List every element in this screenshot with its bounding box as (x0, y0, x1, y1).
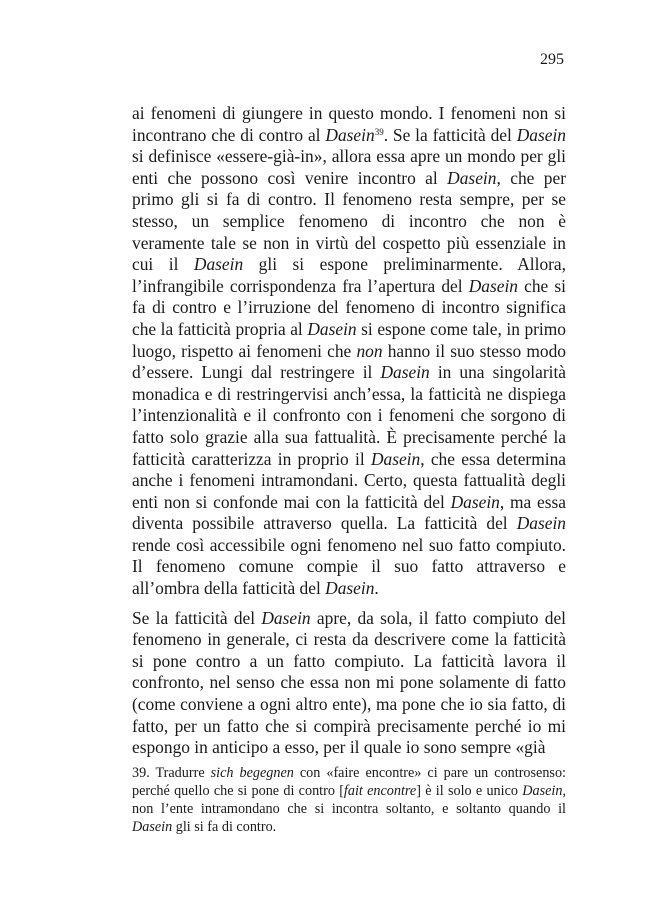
text-run: ] è il solo e unico (416, 783, 523, 799)
italic-run: Dasein (370, 448, 421, 469)
italic-run: Dasein (468, 275, 519, 296)
text-run: apre, da sola, il fatto compiuto del fenomeno in generale, ci resta da descrivere come la fatticità si pone contro a un fatto compiuto. La fatticità lavora il confronto, nel senso che essa non mi pone solamente di fatto (come conviene a ogni altro ente), ma pone che io sia fatto, di fatto, per un fatto che si compirà precisamente perché io mi espongo in anticipo a esso, per il quale io sono sempre «già (132, 607, 567, 758)
text-run: , ma essa diventa possibile attraverso quella. La fatticità del (132, 491, 567, 534)
text-run: . (374, 578, 379, 599)
text-run: si definisce «essere-già-in», allora essa apre un mondo per gli enti che possono così venire incontro al (132, 146, 566, 188)
text-run: , che essa determina anche i fenomeni intramondani. Certo, questa fattualità degli enti non si confonde mai con la fatticità del (132, 448, 566, 512)
text-run: con «faire encontre» ci pare un controsenso: perché quello che si pone di contro [ (132, 765, 566, 799)
italic-run: Dasein (447, 167, 497, 188)
italic-run: Dasein (132, 819, 173, 835)
italic-run: Dasein (516, 513, 566, 534)
italic-run: Dasein (307, 318, 357, 339)
text-run: ai fenomeni di giungere in questo mondo. I fenomeni non si incontrano che di contro al (132, 103, 566, 145)
italic-run: Dasein (325, 578, 375, 599)
paragraph (132, 608, 566, 759)
main-text (132, 103, 566, 759)
text-run: si espone come tale, in primo luogo, rispetto ai fenomeni che (132, 318, 566, 361)
text-run: gli si espone preliminarmente. Allora, l’infrangibile corrispondenza fra l’apertura del (132, 254, 566, 296)
text-run: 39. Tradurre (132, 765, 211, 781)
text-run: gli si fa di contro. (172, 819, 277, 835)
text-run: , che per primo gli si fa di contro. Il fenomeno resta sempre, per se stesso, un semplice fenomeno di incontro che non è veramente tale se non in virtù del cospetto più essenziale in cui il (132, 167, 566, 275)
italic-run: Dasein (516, 124, 566, 145)
text-run: che si fa di contro e l’irruzione del fenomeno di incontro significa che la fatticità propria al (132, 275, 566, 339)
text-run: hanno il suo stesso modo d’essere. Lungi dal restringere il (132, 340, 566, 383)
italic-run: Dasein (261, 607, 311, 628)
italic-run: sich begegnen (210, 765, 294, 781)
text-run: rende così accessibile ogni fenomeno nel suo fatto compiuto. Il fenomeno comune compie il suo fatto attraverso e all’ombra della fatticità del (132, 534, 566, 599)
italic-run: non (356, 340, 383, 361)
footnote (132, 764, 566, 836)
italic-run: Dasein (380, 362, 430, 383)
text-run: , non l’ente intramondano che si incontra soltanto, e soltanto quando il (132, 783, 567, 817)
italic-run: Dasein (193, 254, 244, 275)
text-run: in una singolarità monadica e di restringervisi anch’essa, la fatticità ne dispiega l’intenzionalità e il confronto con i fenomeni che sorgono di fatto solo grazie alla sua fattualità. È precisamente perché la fatticità caratterizza in proprio il (132, 362, 567, 469)
italic-run: Dasein (450, 491, 500, 512)
paragraph (132, 103, 566, 600)
italic-run: Dasein (325, 124, 375, 145)
italic-run: fait encontre (343, 783, 417, 799)
page-number: 295 (540, 51, 564, 68)
footnote-ref: 39 (374, 126, 384, 137)
text-run: Se la fatticità del (132, 607, 262, 628)
text-run: . Se la fatticità del (383, 124, 517, 145)
italic-run: Dasein (522, 783, 563, 799)
